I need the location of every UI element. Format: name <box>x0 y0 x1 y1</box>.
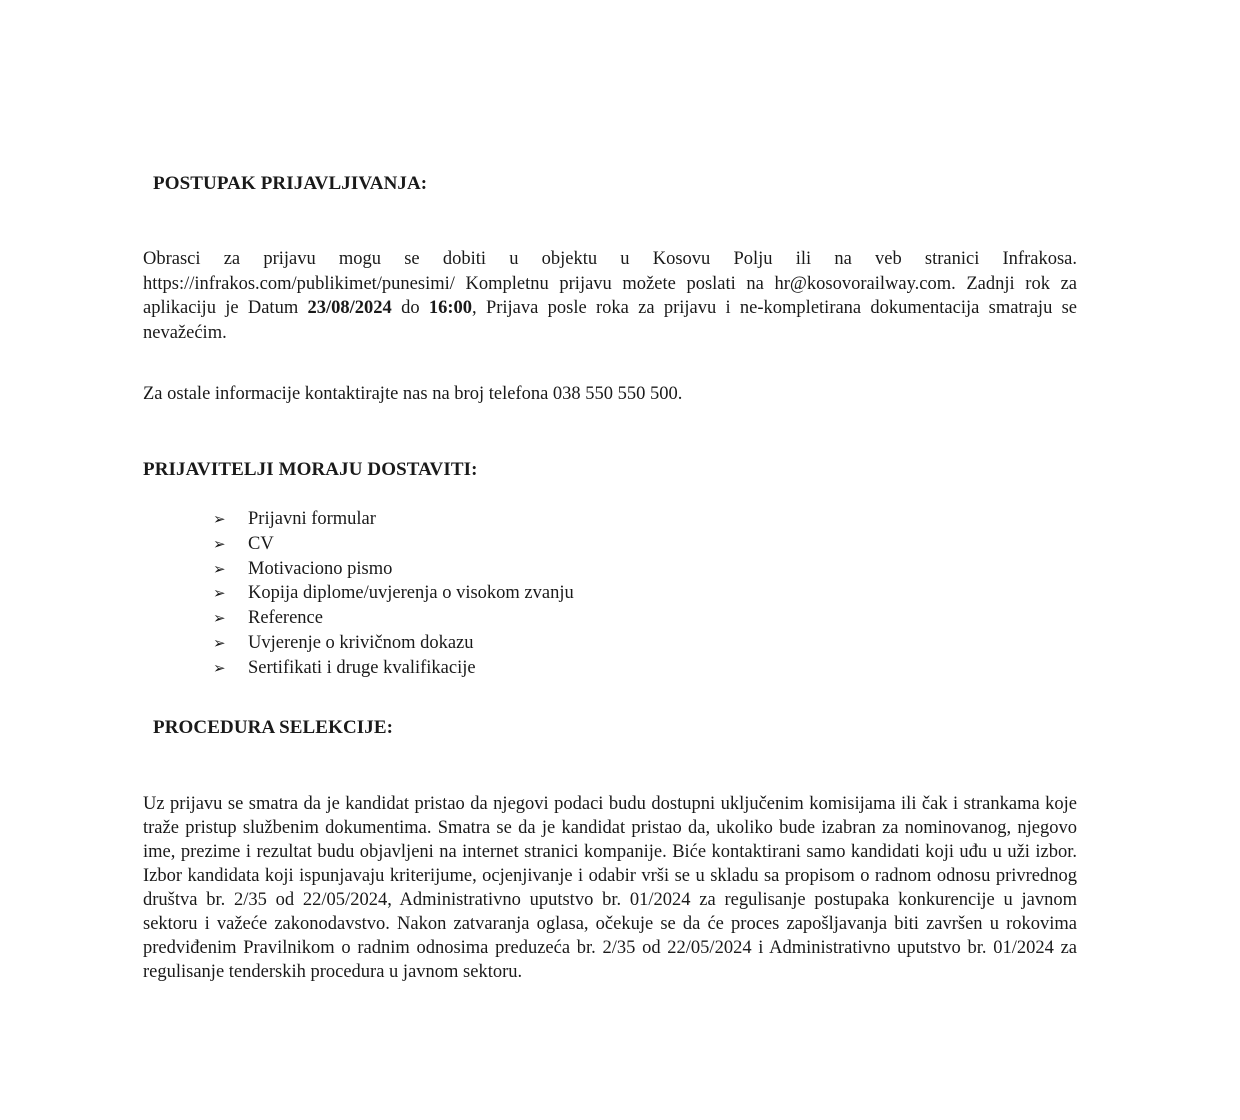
list-item-label: CV <box>248 533 274 554</box>
application-instructions-paragraph <box>143 247 1077 345</box>
list-item <box>213 557 574 582</box>
list-item-label: Reference <box>248 608 323 629</box>
arrow-bullet-icon: ➢ <box>213 510 226 528</box>
deadline-date: 23/08/2024 <box>307 298 392 318</box>
arrow-bullet-icon: ➢ <box>213 559 226 578</box>
list-item-label: Kopija diplome/uvjerenja o visokom zvanju <box>248 583 574 604</box>
list-item <box>213 581 574 606</box>
arrow-bullet-icon: ➢ <box>213 609 226 628</box>
section-heading-required-documents: PRIJAVITELJI MORAJU DOSTAVITI: <box>143 459 478 480</box>
selection-procedure-paragraph: Uz prijavu se smatra da je kandidat pristao da njegovi podaci budu dostupni uključenim komisijama ili čak i strankama koje traže pristup službenim dokumentima. Smatra se da je kandidat pristao da, ukoliko bude izabran za nominovanog, njegovo ime, prezime i rezultat budu objavljeni na internet stranici kompanije. Biće kontaktirani samo kandidati koji uđu u uži izbor. Izbor kandidata koji ispunjavaju kriterijume, ocjenjivanje i odabir vrši se u skladu sa propisom o radnom odnosu privrednog društva br. 2/35 od 22/05/2024, Administrativno uputstvo br. 01/2024 za regulisanje postupaka konkurencije u javnom sektoru i važeće zakonodavstvo. Nakon zatvaranja oglasa, očekuje se da će proces zapošljavanja biti završen u rokovima predviđenim Pravilnikom o radnim odnosima preduzeća br. 2/35 od 22/05/2024 i Administrativno uputstvo br. 01/2024 za regulisanje tenderskih procedura u javnom sektoru. <box>143 794 1077 982</box>
contact-info-line: Za ostale informacije kontaktirajte nas na broj telefona 038 550 550 500. <box>143 384 683 404</box>
list-item-label: Prijavni formular <box>248 509 376 529</box>
section-heading-selection-procedure: PROCEDURA SELEKCIJE: <box>153 717 394 738</box>
arrow-bullet-icon: ➢ <box>213 658 226 677</box>
list-item-label: Uvjerenje o krivičnom dokazu <box>248 632 474 653</box>
list-item <box>213 656 574 681</box>
section-heading-application-procedure: POSTUPAK PRIJAVLJIVANJA: <box>153 173 428 194</box>
arrow-bullet-icon: ➢ <box>213 633 226 652</box>
list-item-label: Sertifikati i druge kvalifikacije <box>248 657 476 678</box>
list-item-label: Motivaciono pismo <box>248 558 393 579</box>
arrow-bullet-icon: ➢ <box>213 534 226 553</box>
list-item <box>213 631 574 656</box>
list-item <box>213 606 574 631</box>
application-text-part-a: Obrasci za prijavu mogu se dobiti u objektu u Kosovu Polju ili na veb stranici Infrakosa. https://infrakos.com/publikimet/punesimi/ Kompletnu prijavu možete poslati na hr@kosovorailway.com. Zadnji rok za aplikaciju je Datum <box>143 249 1077 318</box>
application-text-part-b: do <box>391 298 429 318</box>
list-item <box>213 532 574 557</box>
application-text-part-c: , Prijava posle roka za prijavu i ne-kompletirana dokumentacija smatraju se nevažećim. <box>143 298 1078 343</box>
required-documents-list <box>213 507 574 681</box>
list-item <box>213 507 574 532</box>
deadline-time: 16:00 <box>428 298 473 318</box>
arrow-bullet-icon: ➢ <box>213 584 226 603</box>
